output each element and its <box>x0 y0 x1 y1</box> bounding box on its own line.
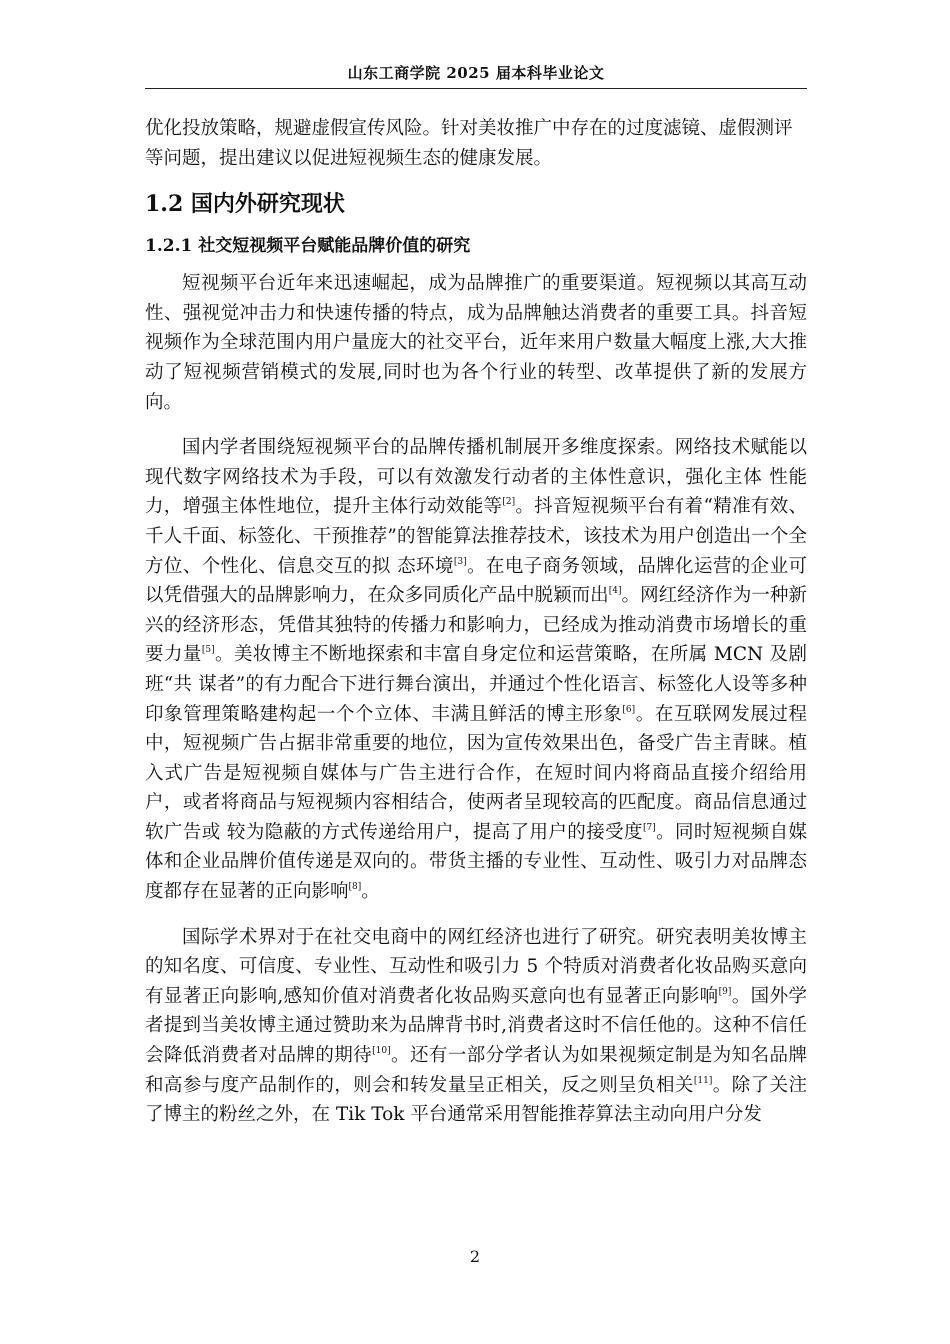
body-text <box>145 114 807 1130</box>
paragraph-text: 。美妆博主不断地探索和丰富自身定位和运营策略，在所属 MCN 及剧班“共 谋者”的有力配合下进行舞台演出，并通过个性化语言、标签化人设等多种印象管理策略建构起一个个立体、丰满且鲜活的博主形象 <box>145 644 807 725</box>
paragraph-text: 。同时短视频自媒体和企业品牌价值传递是双向的。带货主播的专业性、互动性、吸引力对品牌态度都存在显著的正向影响 <box>145 821 807 903</box>
citation-ref: [7] <box>642 822 656 833</box>
citation-ref: [5] <box>201 645 215 656</box>
paragraph-text: 。在互联网发展过程中，短视频广告占据非常重要的地位，因为宣传效果出色，备受广告主青睐。植入式广告是短视频自媒体与广告主进行合作，在短时间内将商品直接介绍给用户，或者将商品与短视频内容相结合，使两者呈现较高的匹配度。商品信息通过软广告或 较为隐蔽的方式传递给用户，提高了用户的接受度 <box>145 703 807 843</box>
paragraph-text: 国际学术界对于在社交电商中的网红经济也进行了研究。研究表明美妆博主的知名度、可信度、专业性、互动性和吸引力 5 个特质对消费者化妆品购买意向有显著正向影响,感知价值对消费者化妆品购买意向也有显著正向影响 <box>145 926 807 1007</box>
subsection-heading: 1.2.1 社交短视频平台赋能品牌价值的研究 <box>145 236 471 257</box>
citation-ref: [2] <box>502 497 516 508</box>
citation-ref: [9] <box>718 986 732 997</box>
page-number: 2 <box>469 1247 481 1266</box>
citation-ref: [10] <box>372 1045 391 1056</box>
paragraph-text: 。在电子商务领域，品牌化运营的企业可以凭借强大的品牌影响力，在众多同质化产品中脱颖而出 <box>145 555 807 607</box>
paragraph-1 <box>145 269 807 417</box>
paragraph-text: 。网红经济作为一种新兴的经济形态，凭借其独特的传播力和影响力，已经成为推动消费市场增长的重要力量 <box>145 585 807 666</box>
paragraph-text: 。抖音短视频平台有着“精准有效、千人千面、标签化、干预推荐”的智能算法推荐技术，该技术为用户创造出一个全方位、个性化、信息交互的拟 态环境 <box>145 496 807 577</box>
section-heading: 1.2 国内外研究现状 <box>145 191 345 218</box>
paragraph-text: 。国外学者提到当美妆博主通过赞助来为品牌背书时,消费者这时不信任他的。这种不信任会降低消费者对品牌的期待 <box>145 985 807 1067</box>
citation-ref: [3] <box>453 556 467 567</box>
paragraph-text: 国内学者围绕短视频平台的品牌传播机制展开多维度探索。网络技术赋能以现代数字网络技术为手段，可以有效激发行动者的主体性意识，强化主体 性能力，增强主体性地位，提升主体行动效能等 <box>145 437 807 518</box>
intro-line: 优化投放策略，规避虚假宣传风险。针对美妆推广中存在的过度滤镜、虚假测评 <box>145 118 793 139</box>
citation-ref: [8] <box>348 881 362 892</box>
header-rule <box>145 88 807 89</box>
citation-ref: [6] <box>622 704 636 715</box>
paragraph-text: 。 <box>361 881 380 903</box>
intro-line: 等问题，提出建议以促进短视频生态的健康发展。 <box>145 147 553 169</box>
paragraph-3 <box>145 923 807 1130</box>
citation-ref: [11] <box>693 1075 713 1086</box>
running-header: 山东工商学院 2025 届本科毕业论文 <box>347 64 605 82</box>
paragraph-text: 。还有一部分学者认为如果视频定制是为知名品牌和高参与度产品制作的，则会和转发量呈正相关，反之则呈负相关 <box>145 1045 807 1096</box>
citation-ref: [4] <box>608 586 622 597</box>
paragraph-2 <box>145 433 807 907</box>
paragraph-text: 短视频平台近年来迅速崛起，成为品牌推广的重要渠道。短视频以其高互动性、强视觉冲击力和快速传播的特点，成为品牌触达消费者的重要工具。抖音短视频作为全球范围内用户量庞大的社交平台，近年来用户数量大幅度上涨,大大推动了短视频营销模式的发展,同时也为各个行业的转型、改革提供了新的发展方向。 <box>145 273 807 413</box>
paragraph-text: 。除了关注了博主的粉丝之外，在 Tik Tok 平台通常采用智能推荐算法主动向用户分发 <box>145 1074 807 1126</box>
